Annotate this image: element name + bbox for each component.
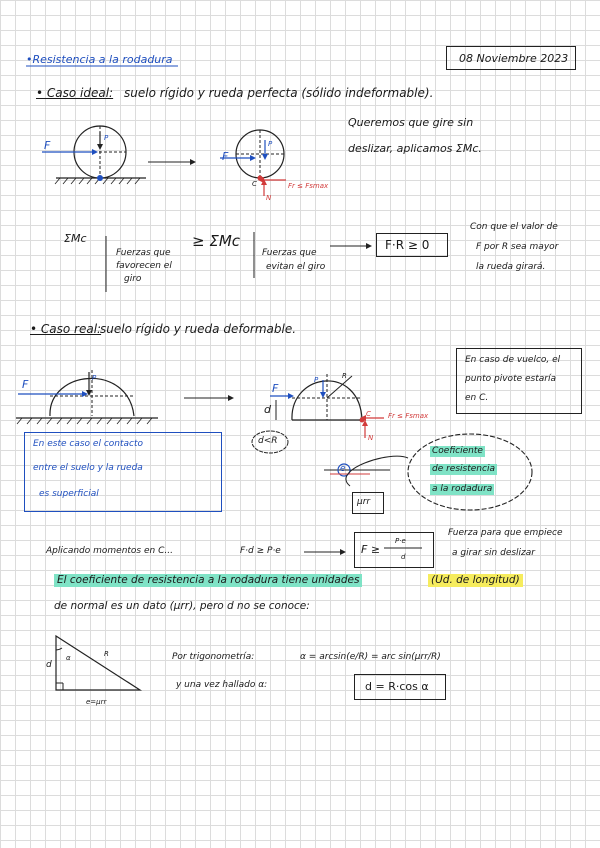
mu-text: μrr [357, 497, 371, 507]
label-P-2: P [268, 140, 273, 148]
units-text: (Ud. de longitud) [428, 574, 523, 587]
contact-line-1: En este caso el contacto [33, 439, 144, 449]
alpha-text: y una vez hallado α: [176, 680, 268, 690]
bubble-line-3: a la rodadura [432, 484, 493, 494]
label-R-1: R [342, 372, 347, 380]
moments-eq: F·d ≥ P·e [240, 546, 281, 556]
force-note-line-1: Fuerza para que empiece [448, 528, 563, 538]
bubble-line-1: Coeficiente [432, 446, 483, 456]
trig-label: Por trigonometría: [172, 652, 255, 662]
d-formula: d = R·cos α [365, 680, 429, 693]
real-heading: • Caso real: [30, 322, 102, 336]
note-line-1: Queremos que gire sin [348, 116, 474, 129]
label-C-1: C [252, 180, 257, 188]
force-den: d [401, 553, 406, 561]
normal-text: de normal es un dato (μrr), pero d no se conoce: [54, 600, 310, 612]
force-num: P·e [395, 537, 406, 545]
conclusion-line-1: Con que el valor de [470, 222, 558, 232]
pivot-line-2: punto pivote estaría [465, 374, 556, 384]
real-wheel-diagram [16, 370, 158, 424]
label-N-2: N [368, 434, 374, 442]
label-e-1: e [340, 464, 346, 474]
friction-label-2: Fr ≤ Fsmax [388, 412, 429, 420]
label-R-2: R [104, 650, 109, 658]
contact-box [24, 432, 222, 512]
right-triangle [56, 636, 140, 690]
label-C-2: C [366, 410, 371, 418]
date-text: 08 Noviembre 2023 [459, 52, 569, 65]
sum-label: ΣMc [64, 232, 87, 245]
date-box [446, 46, 576, 70]
real-wheel-free-body [270, 374, 384, 438]
label-F-4: F [272, 382, 279, 395]
page-title: •Resistencia a la rodadura [26, 53, 173, 66]
label-F-1: F [44, 139, 51, 152]
force-lhs: F ≥ [361, 543, 381, 556]
pivot-line-1: En caso de vuelco, el [465, 355, 561, 365]
pivot-line-3: en C. [465, 393, 489, 403]
contact-line-3: es superficial [39, 489, 99, 499]
against-line-2: evitan el giro [266, 262, 326, 272]
inequality-text: F·R ≥ 0 [385, 238, 430, 252]
label-N-1: N [266, 194, 272, 202]
favor-line-2: favorecen el [116, 261, 172, 271]
moments-text: Aplicando momentos en C... [46, 546, 173, 556]
trig-eq: α = arcsin(e/R) = arc sin(μrr/R) [300, 652, 441, 662]
geq-sum: ≥ ΣMc [192, 232, 241, 250]
label-alpha: α [66, 654, 71, 662]
real-description: suelo rígido y rueda deformable. [100, 322, 297, 336]
friction-label-1: Fr ≤ Fsmax [288, 182, 329, 190]
triangle-base: e=μrr [86, 698, 107, 706]
favor-line-3: giro [124, 274, 142, 284]
favor-line-1: Fuerzas que [116, 248, 171, 258]
pivot-box [456, 348, 582, 414]
mu-box [352, 492, 384, 514]
conclusion-line-3: la rueda girará. [476, 262, 546, 272]
d-formula-box [354, 674, 446, 700]
bubble-line-2: de resistencia [432, 464, 495, 474]
label-d-2: d [46, 660, 52, 670]
label-P-3: P [92, 374, 97, 382]
contact-line-2: entre el suelo y la rueda [33, 463, 143, 473]
note-line-2: deslizar, aplicamos ΣMc. [348, 142, 482, 155]
condition-text: d<R [258, 436, 278, 446]
conclusion-line-2: F por R sea mayor [476, 242, 559, 252]
force-formula-box [354, 532, 434, 568]
label-P-4: P [314, 376, 319, 384]
against-line-1: Fuerzas que [262, 248, 317, 258]
coef-statement: El coeficiente de resistencia a la rodadura tiene unidades [54, 574, 362, 587]
label-P-1: P [104, 134, 109, 142]
label-F-2: F [222, 150, 229, 163]
label-F-3: F [22, 378, 29, 391]
ideal-heading: • Caso ideal: [36, 86, 114, 100]
ideal-description: suelo rígido y rueda perfecta (sólido indeformable). [124, 86, 434, 100]
contact-point [97, 175, 103, 181]
ideal-wheel-diagram [42, 126, 146, 184]
force-note-line-2: a girar sin deslizar [452, 548, 535, 558]
inequality-box [376, 233, 448, 257]
label-d-1: d [264, 403, 271, 416]
